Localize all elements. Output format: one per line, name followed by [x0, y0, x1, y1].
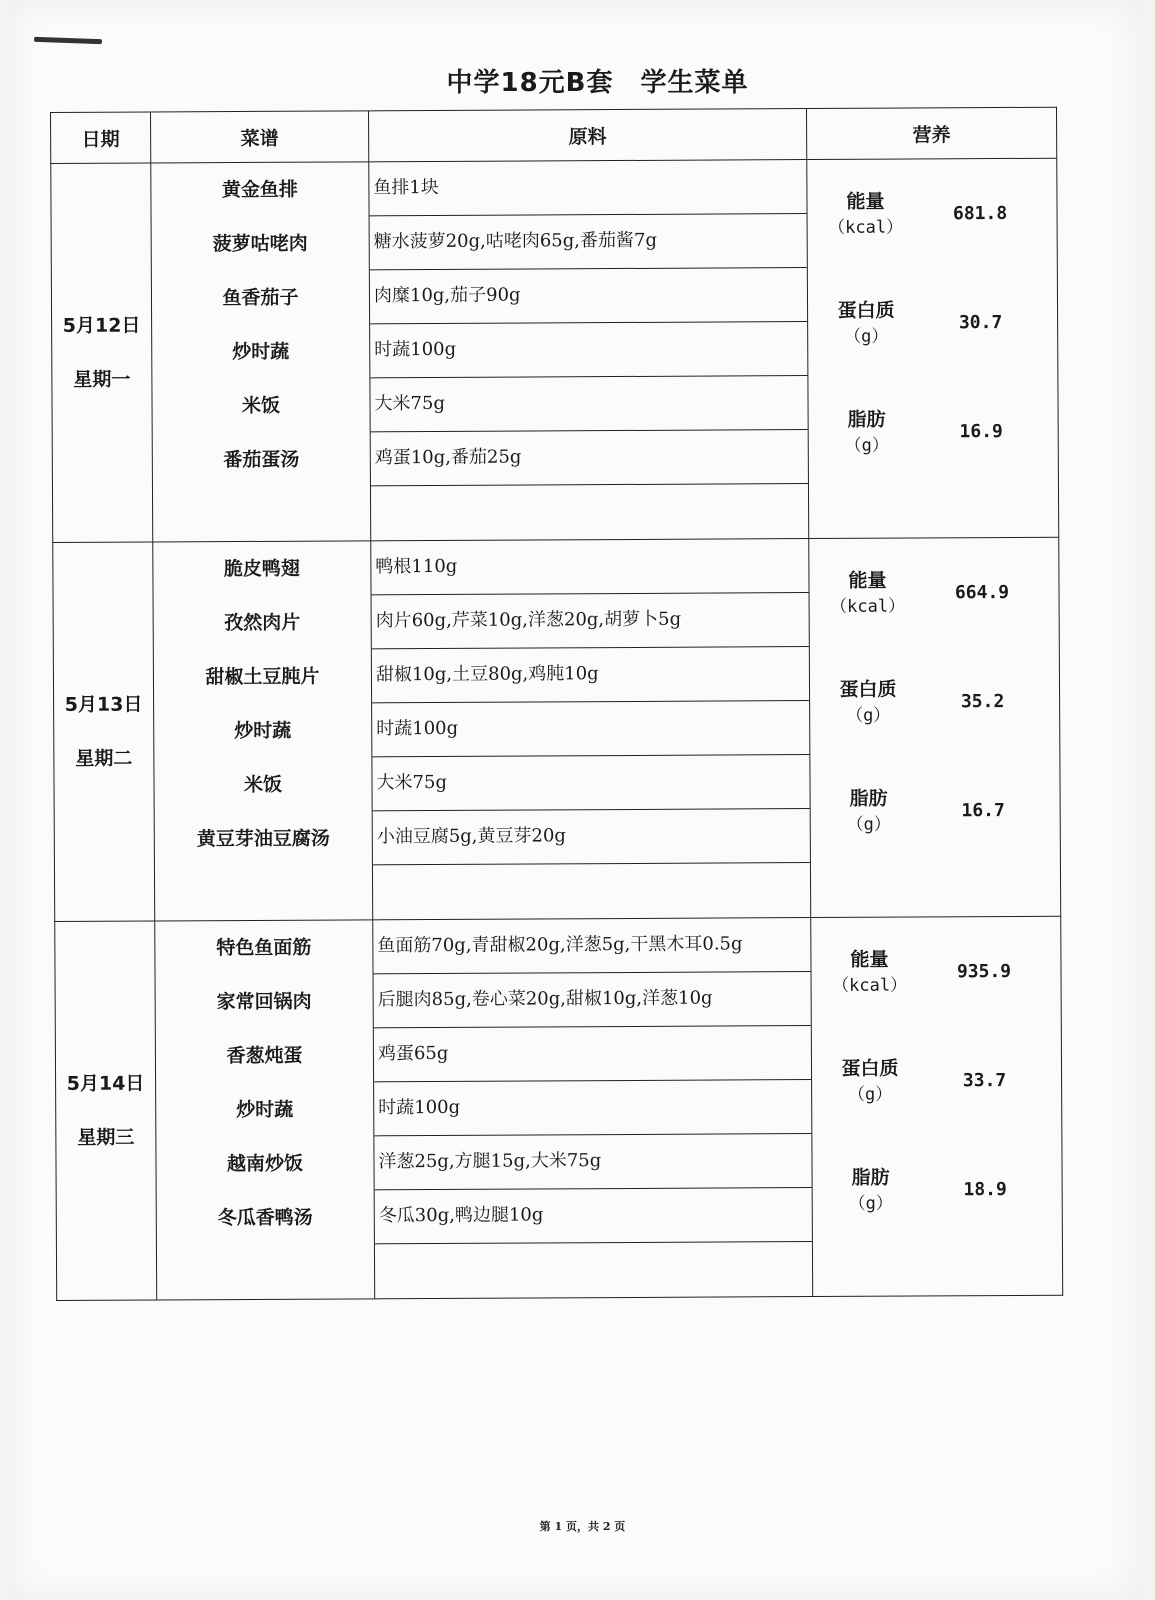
nutrition-label-block	[811, 946, 927, 999]
dish-name: 黄豆芽油豆腐汤	[196, 827, 330, 851]
ingredient-line: 鸡蛋10g,番茄25g	[371, 430, 808, 486]
nutrition-unit: （g）	[844, 435, 889, 456]
dish-name: 脆皮鸭翅	[223, 557, 300, 581]
nutrition-label-block	[812, 1055, 928, 1108]
nutrition-label: 能量	[850, 948, 889, 971]
dish-name: 冬瓜香鸭汤	[217, 1206, 313, 1230]
ingredient-line: 鸡蛋65g	[374, 1026, 811, 1082]
nutrition-item	[807, 159, 1057, 269]
nutrition-label: 脂肪	[849, 787, 888, 810]
header-row	[51, 107, 1057, 163]
nutrition-label: 蛋白质	[841, 1057, 899, 1080]
weekday-text: 星期二	[75, 747, 133, 770]
dish-name: 特色鱼面筋	[216, 936, 312, 960]
dish-name: 炒时蔬	[234, 719, 292, 743]
nutrition-label-block	[810, 676, 926, 729]
nutrition-label: 脂肪	[847, 408, 886, 431]
nutrition-value: 16.7	[961, 800, 1005, 822]
nutrition-label-block	[809, 406, 925, 459]
dish-name: 越南炒饭	[226, 1152, 304, 1176]
nutrition-value: 18.9	[963, 1179, 1007, 1201]
dish-name: 鱼香茄子	[222, 286, 299, 310]
nutrition-label-block	[808, 297, 924, 350]
ingredient-line: 鱼面筋70g,青甜椒20g,洋葱5g,干黑木耳0.5g	[373, 918, 810, 974]
menu-table	[50, 107, 1063, 1301]
nutrition-unit: （g）	[846, 814, 891, 835]
ingredient-line: 鸭根110g	[371, 539, 808, 595]
nutrition-unit: （g）	[845, 705, 891, 726]
nutrition-label-block	[813, 1164, 929, 1217]
dish-name: 米饭	[243, 773, 283, 796]
nutrition-value: 681.8	[952, 202, 1008, 225]
dishes-cell	[153, 541, 373, 921]
date-text: 5月14日	[66, 1072, 145, 1095]
page-footer: 第 1 页，共 2 页	[539, 1520, 626, 1533]
dish-name: 米饭	[241, 394, 281, 417]
ingredient-line: 肉片60g,芹菜10g,洋葱20g,胡萝卜5g	[372, 593, 809, 649]
nutrition-item	[808, 377, 1058, 487]
nutrition-value: 935.9	[956, 960, 1012, 983]
nutrition-item	[812, 1135, 1062, 1245]
nutrition-value: 33.7	[962, 1070, 1007, 1092]
ingredient-line: 糖水菠萝20g,咕咾肉65g,番茄酱7g	[370, 214, 807, 270]
day-date-cell	[55, 921, 157, 1301]
nutrition-item	[810, 647, 1060, 757]
ingredient-line: 冬瓜30g,鸭边腿10g	[375, 1188, 812, 1244]
nutrition-cell	[809, 537, 1061, 917]
ingredient-line: 后腿肉85g,卷心菜20g,甜椒10g,洋葱10g	[374, 972, 811, 1028]
ingredient-line: 肉糜10g,茄子90g	[370, 268, 807, 324]
ingredients-cell	[371, 539, 811, 920]
weekday-text: 星期三	[77, 1126, 135, 1149]
day-row	[53, 537, 1061, 921]
dish-name: 番茄蛋汤	[223, 448, 300, 472]
dish-name: 炒时蔬	[236, 1098, 294, 1122]
nutrition-item	[810, 756, 1060, 866]
nutrition-cell	[811, 916, 1063, 1296]
dish-name: 家常回锅肉	[216, 990, 312, 1014]
nutrition-unit: （kcal）	[832, 975, 908, 996]
dish-name: 香葱炖蛋	[226, 1044, 303, 1068]
nutrition-value: 35.2	[960, 691, 1005, 713]
nutrition-label-block	[807, 188, 923, 241]
ingredients-cell	[369, 160, 809, 541]
nutrition-item	[811, 917, 1061, 1027]
header-ingredients: 原料	[368, 109, 806, 162]
nutrition-unit: （kcal）	[830, 596, 906, 617]
nutrition-unit: （g）	[848, 1193, 893, 1214]
ingredient-line: 鱼排1块	[369, 160, 806, 216]
dish-name: 孜然肉片	[224, 611, 301, 635]
weekday-text: 星期一	[73, 368, 131, 391]
dish-name: 黄金鱼排	[221, 178, 298, 202]
ingredient-line: 时蔬100g	[374, 1080, 811, 1136]
nutrition-value: 30.7	[958, 312, 1003, 334]
nutrition-unit: （kcal）	[828, 217, 904, 238]
dishes-cell	[151, 162, 371, 542]
nutrition-item	[808, 268, 1058, 378]
ingredient-line: 小油豆腐5g,黄豆芽20g	[373, 809, 810, 865]
date-text: 5月12日	[62, 314, 141, 337]
header-nutrition: 营养	[806, 107, 1056, 159]
dish-name: 炒时蔬	[232, 340, 290, 364]
dishes-cell	[155, 920, 375, 1300]
date-text: 5月13日	[64, 693, 143, 716]
nutrition-label-block	[809, 567, 925, 620]
ingredient-line: 大米75g	[370, 376, 807, 432]
header-date: 日期	[51, 112, 151, 164]
ingredient-line: 时蔬100g	[370, 322, 807, 378]
nutrition-cell	[807, 158, 1059, 538]
nutrition-label: 蛋白质	[839, 678, 897, 701]
dish-name: 菠萝咕咾肉	[212, 232, 308, 256]
nutrition-item	[812, 1026, 1062, 1136]
nutrition-label: 能量	[846, 190, 885, 213]
ingredient-line	[375, 1242, 812, 1298]
header-dish: 菜谱	[151, 111, 369, 163]
nutrition-value: 16.9	[959, 421, 1003, 443]
ingredient-line	[373, 863, 810, 919]
document-title: 中学18元B套 学生菜单	[446, 68, 749, 98]
day-row	[51, 158, 1059, 542]
nutrition-value: 664.9	[954, 581, 1010, 604]
nutrition-item	[809, 538, 1059, 648]
day-date-cell	[53, 542, 155, 922]
ingredient-line	[371, 484, 808, 540]
nutrition-unit: （g）	[844, 326, 889, 347]
ingredient-line: 时蔬100g	[372, 701, 809, 757]
nutrition-label: 能量	[848, 569, 887, 592]
day-row	[55, 916, 1063, 1300]
day-date-cell	[51, 163, 153, 543]
nutrition-unit: （g）	[847, 1084, 893, 1105]
ingredient-line: 甜椒10g,土豆80g,鸡肫10g	[372, 647, 809, 703]
nutrition-label-block	[811, 785, 927, 838]
ingredient-line: 大米75g	[372, 755, 809, 811]
nutrition-label: 蛋白质	[837, 299, 895, 322]
nutrition-label: 脂肪	[851, 1166, 890, 1189]
ingredient-line: 洋葱25g,方腿15g,大米75g	[374, 1134, 811, 1190]
ingredients-cell	[373, 918, 813, 1299]
dish-name: 甜椒土豆肫片	[205, 665, 320, 689]
